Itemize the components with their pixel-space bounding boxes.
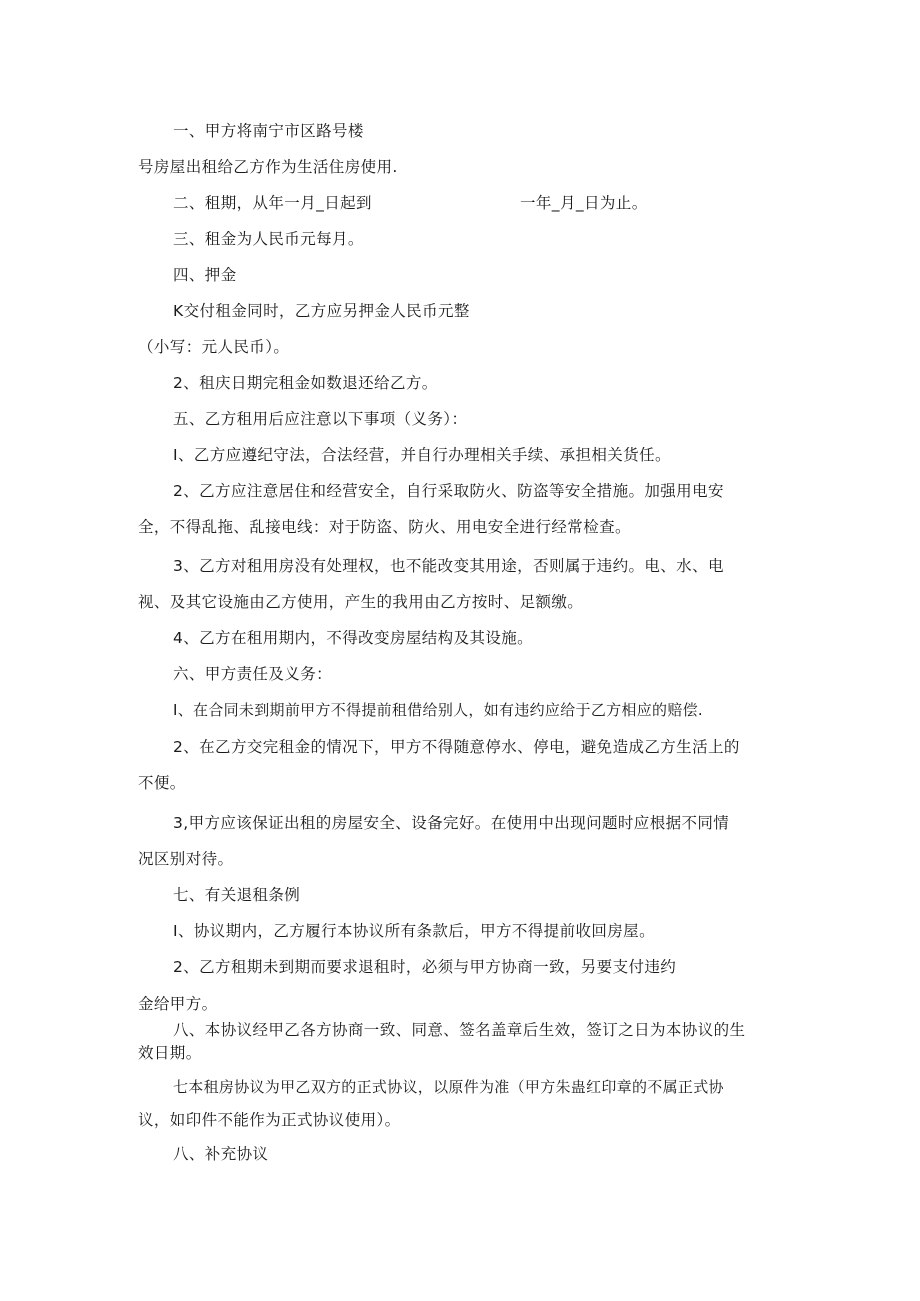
clause-2-line-1: 二、租期，从年一月_日起到 xyxy=(173,194,372,212)
formal-agreement-line-2: 议，如印件不能作为正式协议使用）。 xyxy=(138,1111,401,1129)
clause-7-item-1: I、协议期内，乙方履行本协议所有条款后，甲方不得提前收回房屋。 xyxy=(173,922,655,940)
clause-4-item-1-line-1: K交付租金同时，乙方应另押金人民币元整 xyxy=(173,302,470,320)
clause-5-heading: 五、乙方租用后应注意以下事项（义务）： xyxy=(173,410,468,428)
clause-4-item-1-line-2: （小写：元人民币）。 xyxy=(138,338,290,356)
clause-5-item-3-line-2: 视、及其它设施由乙方使用，产生的我用由乙方按时、足额缴。 xyxy=(138,593,584,611)
clause-4-item-2: 2、租庆日期完租金如数退还给乙方。 xyxy=(173,374,438,392)
clause-6-item-2-line-1: 2、在乙方交完租金的情况下，甲方不得随意停水、停电，避免造成乙方生活上的 xyxy=(173,738,740,756)
clause-7-item-2-line-1: 2、乙方租期未到期而要求退租时，必须与甲方协商一致，另要支付违约 xyxy=(173,958,677,976)
clause-1-line-1: 一、甲方将南宁市区路号楼 xyxy=(173,122,364,140)
clause-8-line-1: 八、本协议经甲乙各方协商一致、同意、签名盖章后生效，签订之日为本协议的生 xyxy=(173,1021,746,1039)
clause-6-item-3-line-1: 3,甲方应该保证出租的房屋安全、设备完好。在使用中出现问题时应根据不同情 xyxy=(173,814,730,832)
clause-6-item-2-line-2: 不便。 xyxy=(138,774,186,792)
clause-5-item-2-line-2: 全，不得乱拖、乱接电线：对于防盗、防火、用电安全进行经常检查。 xyxy=(138,518,631,536)
clause-2-line-2: 一年_月_日为止。 xyxy=(520,194,648,212)
clause-6-item-3-line-2: 况区别对待。 xyxy=(138,850,234,868)
clause-8-line-2: 效日期。 xyxy=(138,1044,202,1062)
supplementary-agreement-heading: 八、补充协议 xyxy=(173,1145,269,1163)
clause-7-item-2-line-2: 金给甲方。 xyxy=(138,995,218,1013)
formal-agreement-line-1: 七本租房协议为甲乙双方的正式协议，以原件为准（甲方朱蛊红印章的不属正式协 xyxy=(173,1078,724,1096)
clause-5-item-1: I、乙方应遵纪守法，合法经营，并自行办理相关手续、承担相关货任。 xyxy=(173,446,671,464)
clause-1-line-2: 号房屋出租给乙方作为生活住房使用. xyxy=(138,158,398,176)
clause-6-item-1: I、在合同未到期前甲方不得提前租借给别人，如有违约应给于乙方相应的赔偿. xyxy=(173,701,703,719)
clause-3: 三、租金为人民币元每月。 xyxy=(173,230,364,248)
clause-5-item-3-line-1: 3、乙方对租用房没有处理权，也不能改变其用途，否则属于违约。电、水、电 xyxy=(173,557,724,575)
clause-6-heading: 六、甲方责任及义务： xyxy=(173,665,333,683)
clause-5-item-2-line-1: 2、乙方应注意居住和经营安全，自行采取防火、防盗等安全措施。加强用电安 xyxy=(173,482,724,500)
clause-4-heading: 四、押金 xyxy=(173,266,237,284)
clause-5-item-4: 4、乙方在租用期内，不得改变房屋结构及其设施。 xyxy=(173,629,534,647)
clause-7-heading: 七、有关退租条例 xyxy=(173,886,301,904)
